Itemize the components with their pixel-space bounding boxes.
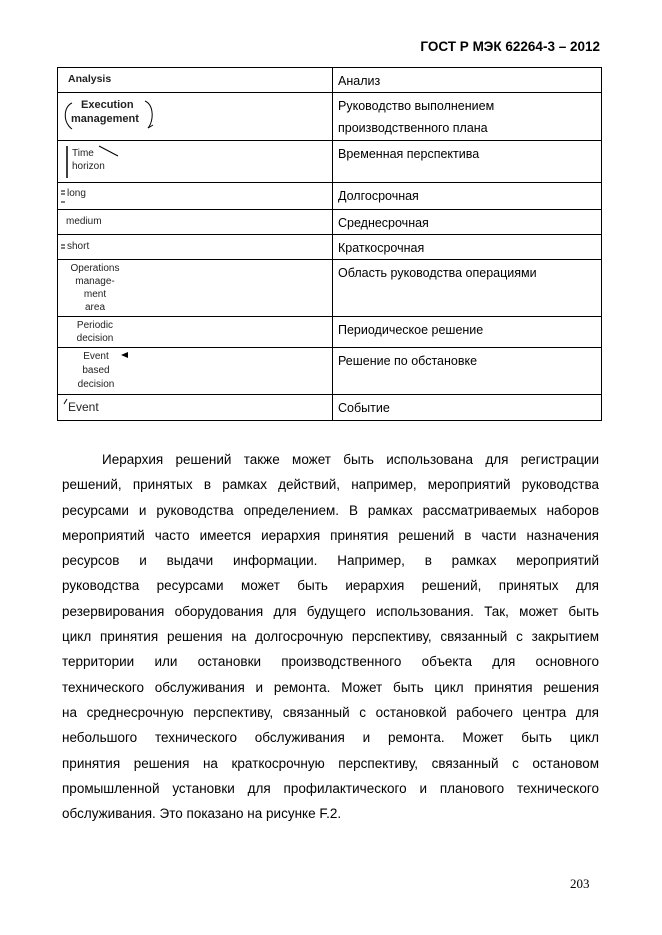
table-row xyxy=(58,260,602,317)
table-cell-ru xyxy=(333,210,602,235)
term-ru: Анализ xyxy=(338,74,381,88)
term-ru: Краткосрочная xyxy=(338,241,425,255)
table-row xyxy=(58,317,602,348)
paragraph-line: на среднесрочную перспективу, связанный с остановкой рабочего центра для xyxy=(62,704,599,720)
table-cell-ru xyxy=(333,235,602,260)
table-cell-ru xyxy=(333,68,602,93)
term-ru: Событие xyxy=(338,401,390,415)
term-ru: Временная перспектива xyxy=(338,147,480,161)
term-ru: Решение по обстановке xyxy=(338,354,478,368)
table-cell-en xyxy=(58,141,333,183)
term-ru: Периодическое решение xyxy=(338,323,484,337)
paragraph-line: руководства ресурсами может быть иерархия решений, принятых для xyxy=(62,578,599,594)
term-en-management: management xyxy=(71,113,139,125)
paragraph-line: обслуживания. Это показано на рисунке F.2. xyxy=(62,806,342,822)
term-en-medium: medium xyxy=(66,216,102,227)
term-ru: Среднесрочная xyxy=(338,216,429,230)
term-en-line: Operations xyxy=(70,263,120,274)
terms-table xyxy=(57,67,602,421)
table-row xyxy=(58,93,602,141)
table-cell-ru xyxy=(333,317,602,348)
table-cell-ru xyxy=(333,395,602,421)
document-header: ГОСТ Р МЭК 62264-3 – 2012 xyxy=(420,39,600,54)
paragraph-line: мероприятий часто имеется иерархия принятия решений в части назначения xyxy=(62,527,599,543)
term-en-line: Periodic xyxy=(76,320,114,331)
term-en-short: short xyxy=(67,241,90,252)
table-cell-ru xyxy=(333,141,602,183)
term-en-line: ment xyxy=(83,289,107,300)
table-cell-en xyxy=(58,93,333,141)
term-ru: Область руководства операциями xyxy=(338,266,537,280)
page-number: 203 xyxy=(570,876,590,891)
paragraph-line: Иерархия решений также может быть использована для регистрации xyxy=(102,452,599,467)
paragraph-line: территории или остановки производственного объекта для основного xyxy=(62,654,599,670)
table-cell-ru xyxy=(333,93,602,141)
table-row xyxy=(58,395,602,421)
table-row xyxy=(58,141,602,183)
table-row xyxy=(58,183,602,210)
paragraph-line: промышленной установки для профилактического и планового технического xyxy=(62,780,599,796)
paragraph-line: принятия решения на краткосрочную перспективу, связанный с остановом xyxy=(62,755,599,771)
term-en-event: Event xyxy=(68,400,99,414)
arrow-left-icon xyxy=(120,351,130,359)
term-en-line: based xyxy=(82,365,110,376)
table-cell-en xyxy=(58,395,333,421)
table-row xyxy=(58,68,602,93)
term-ru-line: Руководство выполнением xyxy=(338,99,495,113)
paragraph-line: ресурсов и выдачи информации. Например, в рамках мероприятий xyxy=(62,553,599,569)
table-cell-ru xyxy=(333,183,602,210)
table-cell-en xyxy=(58,183,333,210)
paragraph-line: ресурсами и руководства определением. В рамках рассматриваемых наборов xyxy=(62,502,599,518)
table-cell-en xyxy=(58,235,333,260)
table-cell-en xyxy=(58,68,333,93)
table-cell-en xyxy=(58,317,333,348)
table-cell-en xyxy=(58,348,333,395)
table-cell-en xyxy=(58,260,333,317)
term-en-line: decision xyxy=(76,333,114,344)
table-cell-ru xyxy=(333,348,602,395)
term-en-time: Time xyxy=(72,148,94,159)
paragraph-line: резервирования оборудования для будущего использования. Так, может быть xyxy=(62,603,599,619)
term-en-analysis: Analysis xyxy=(68,73,112,85)
paragraph-line: технического обслуживания и ремонта. Может быть цикл принятия решения xyxy=(62,679,599,695)
paragraph-line: решений, принятых в рамках действий, например, мероприятий руководства xyxy=(62,477,599,493)
paragraph-line: цикл принятия решения на долгосрочную перспективу, связанный с закрытием xyxy=(62,629,599,645)
table-cell-ru xyxy=(333,260,602,317)
term-en-line: decision xyxy=(77,379,115,390)
term-en-horizon: horizon xyxy=(72,161,105,172)
term-ru-line: производственного плана xyxy=(338,121,488,135)
body-paragraph xyxy=(62,447,599,826)
table-row xyxy=(58,235,602,260)
term-en-line: area xyxy=(84,302,105,313)
table-row xyxy=(58,210,602,235)
term-en-execution: Execution xyxy=(81,99,134,111)
term-en-long: long xyxy=(67,188,86,199)
term-en-line: manage- xyxy=(75,276,115,287)
table-cell-en xyxy=(58,210,333,235)
table-row xyxy=(58,348,602,395)
term-ru: Долгосрочная xyxy=(338,189,419,203)
paragraph-line: небольшого технического обслуживания и ремонта. Может быть цикл xyxy=(62,730,599,746)
term-en-line: Event xyxy=(83,351,109,362)
